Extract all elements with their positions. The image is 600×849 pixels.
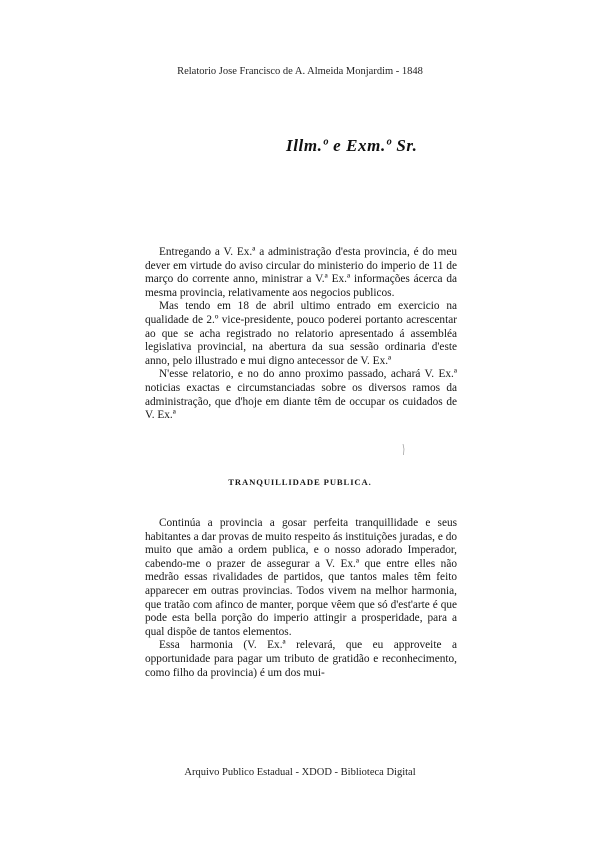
paragraph: Essa harmonia (V. Ex.ª relevará, que eu approveite a opportunidade para pagar um tributo de gratidão e reconhecimento, como filho da provincia) é um dos mui- bbox=[145, 639, 457, 679]
section-heading: TRANQUILLIDADE PUBLICA. bbox=[228, 477, 372, 487]
paragraph: Mas tendo em 18 de abril ultimo entrado em exercicio na qualidade de 2.º vice-presidente, pouco poderei portanto acrescentar ao que se acha registrado no relatorio apresentado á assembléa legislativa provincial, na abertura da sua sessão ordinaria d'este anno, pelo illustrado e mui digno antecessor de V. Ex.ª bbox=[145, 300, 457, 367]
paper-mark-icon bbox=[402, 444, 406, 456]
paragraph: N'esse relatorio, e no do anno proximo passado, achará V. Ex.ª noticias exactas e circumstanciadas sobre os diversos ramos da administração, que d'hoje em diante têm de occupar os cuidados de V. Ex.ª bbox=[145, 368, 457, 422]
salutation: Illm.º e Exm.º Sr. bbox=[286, 136, 418, 155]
paragraph: Continúa a provincia a gosar perfeita tranquillidade e seus habitantes a dar provas de muito respeito ás instituições juradas, e do muito que amão a ordem publica, e o nosso adorado Imperador, cabendo-me o prazer de assegurar a V. Ex.ª que entre elles não medrão essas rivalidades de partidos, que tantos males têm feito apparecer em outras provincias. Todos vivem na melhor harmonia, que tratão com afinco de manter, porque vêem que só d'est'arte é que pode esta bella porção do imperio attingir a prosperidade, para a qual dispõe de tantos elementos. bbox=[145, 517, 457, 638]
page-footer: Arquivo Publico Estadual - XDOD - Biblioteca Digital bbox=[184, 767, 416, 778]
paragraph: Entregando a V. Ex.ª a administração d'esta provincia, é do meu dever em virtude do aviso circular do ministerio do imperio de 11 de março do corrente anno, ministrar a V.ª Ex.ª informações ácerca da mesma provincia, relativamente aos negocios publicos. bbox=[145, 246, 457, 299]
body-text-part-1 bbox=[145, 246, 457, 423]
page-header: Relatorio Jose Francisco de A. Almeida Monjardim - 1848 bbox=[177, 66, 423, 77]
body-text-part-2 bbox=[145, 517, 457, 680]
